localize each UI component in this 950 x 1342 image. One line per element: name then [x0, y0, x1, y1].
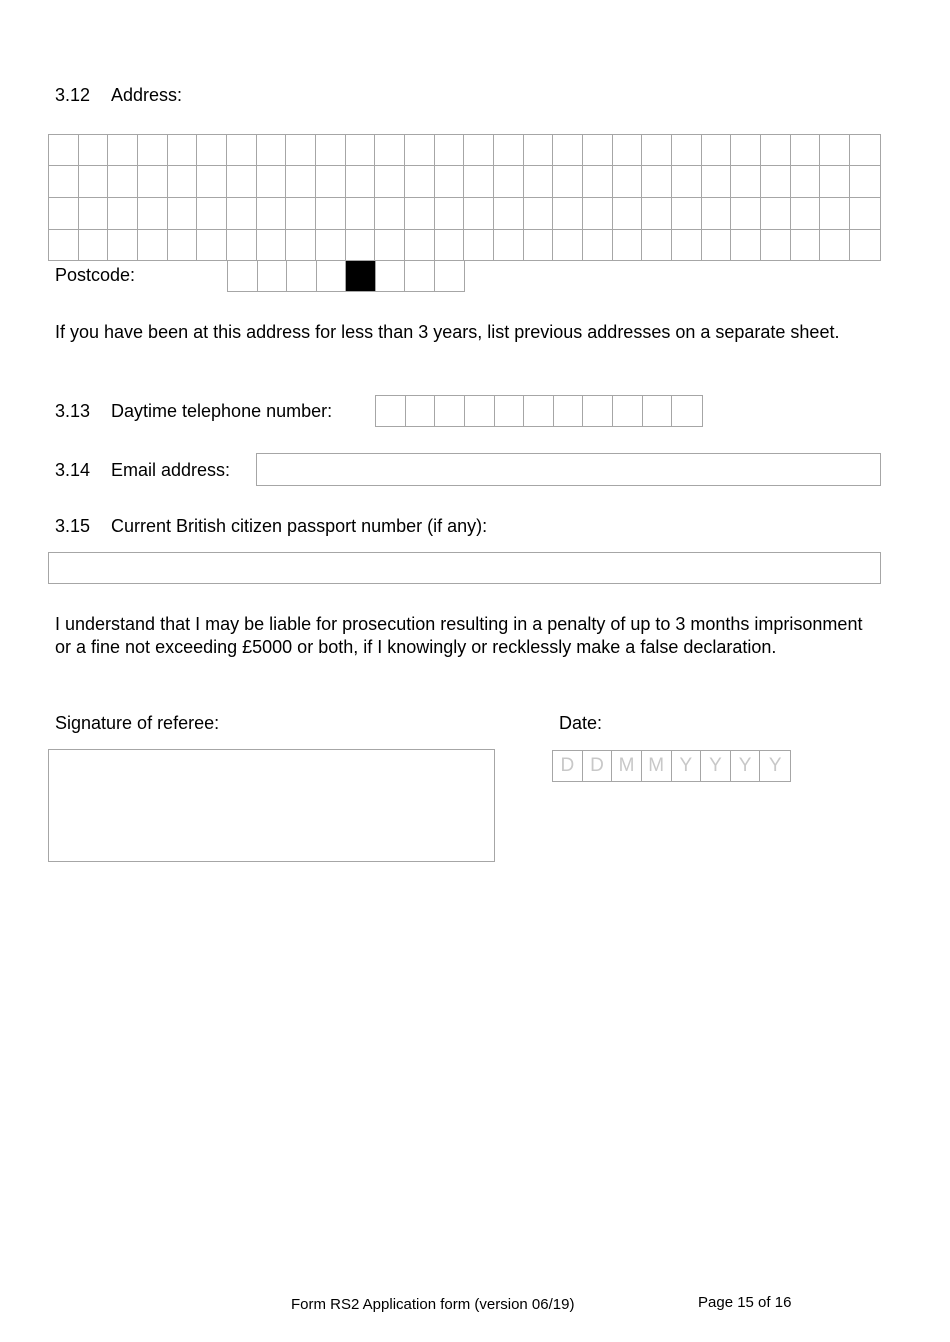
address-char-cell — [227, 166, 257, 197]
address-char-cell — [79, 230, 109, 260]
telephone-digit-cell — [554, 396, 584, 426]
address-char-cell — [791, 166, 821, 197]
address-char-cell — [761, 230, 791, 260]
address-char-cell — [108, 135, 138, 165]
address-char-cell — [138, 166, 168, 197]
address-char-cell — [375, 198, 405, 229]
postcode-char-cell — [258, 261, 288, 291]
address-char-cell — [524, 135, 554, 165]
address-char-cell — [524, 198, 554, 229]
address-line-2[interactable] — [48, 166, 881, 198]
passport-label: Current British citizen passport number (if any): — [111, 516, 488, 536]
signature-label: Signature of referee: — [55, 713, 220, 733]
address-char-cell — [286, 198, 316, 229]
section-number-3-15: 3.15 — [55, 516, 91, 536]
address-char-cell — [731, 135, 761, 165]
address-line-3[interactable] — [48, 198, 881, 230]
address-char-cell — [791, 198, 821, 229]
address-char-cell — [108, 230, 138, 260]
postcode-char-cell — [346, 261, 376, 291]
email-field[interactable] — [256, 453, 881, 486]
address-char-cell — [820, 166, 850, 197]
address-char-cell — [227, 135, 257, 165]
address-char-cell — [702, 198, 732, 229]
date-digit-cell: Y — [731, 751, 761, 781]
passport-number-field[interactable] — [48, 552, 881, 584]
section-number-3-13: 3.13 — [55, 401, 91, 421]
address-char-cell — [850, 230, 880, 260]
address-line-4[interactable] — [48, 230, 881, 261]
address-char-cell — [197, 135, 227, 165]
address-char-cell — [524, 166, 554, 197]
address-char-cell — [227, 230, 257, 260]
address-char-cell — [108, 166, 138, 197]
telephone-digit-cell — [613, 396, 643, 426]
address-char-cell — [346, 230, 376, 260]
address-char-cell — [613, 230, 643, 260]
address-char-cell — [553, 230, 583, 260]
address-char-cell — [168, 198, 198, 229]
address-char-cell — [108, 198, 138, 229]
address-char-cell — [494, 230, 524, 260]
address-char-cell — [168, 166, 198, 197]
address-char-cell — [197, 198, 227, 229]
address-char-cell — [138, 135, 168, 165]
telephone-label: Daytime telephone number: — [111, 401, 333, 421]
address-char-cell — [820, 198, 850, 229]
address-char-cell — [613, 198, 643, 229]
address-char-cell — [49, 230, 79, 260]
address-char-cell — [464, 198, 494, 229]
postcode-char-cell — [317, 261, 347, 291]
telephone-digit-cell — [643, 396, 673, 426]
address-char-cell — [731, 198, 761, 229]
address-note: If you have been at this address for less than 3 years, list previous addresses on a separate sheet. — [55, 322, 840, 342]
address-char-cell — [642, 230, 672, 260]
address-label: Address: — [111, 85, 183, 105]
address-char-cell — [49, 166, 79, 197]
address-char-cell — [435, 230, 465, 260]
address-line-1[interactable] — [48, 134, 881, 166]
section-number-3-12: 3.12 — [55, 85, 91, 105]
address-char-cell — [435, 135, 465, 165]
address-char-cell — [524, 230, 554, 260]
telephone-digit-cell — [495, 396, 525, 426]
address-char-cell — [168, 230, 198, 260]
address-char-cell — [583, 230, 613, 260]
address-char-cell — [791, 230, 821, 260]
address-char-cell — [791, 135, 821, 165]
address-char-cell — [672, 166, 702, 197]
telephone-digit-cell — [406, 396, 436, 426]
section-number-3-14: 3.14 — [55, 460, 91, 480]
address-char-cell — [346, 198, 376, 229]
address-char-cell — [346, 166, 376, 197]
address-char-cell — [405, 135, 435, 165]
address-char-cell — [850, 198, 880, 229]
address-char-cell — [138, 198, 168, 229]
postcode-label: Postcode: — [55, 265, 136, 285]
address-char-cell — [257, 166, 287, 197]
address-char-cell — [494, 198, 524, 229]
address-char-cell — [316, 230, 346, 260]
address-char-cell — [820, 230, 850, 260]
postcode-char-cell — [405, 261, 435, 291]
address-char-cell — [702, 135, 732, 165]
address-char-cell — [346, 135, 376, 165]
date-digit-cell: Y — [701, 751, 731, 781]
address-char-cell — [464, 166, 494, 197]
address-char-cell — [850, 135, 880, 165]
address-char-cell — [257, 198, 287, 229]
address-char-cell — [642, 166, 672, 197]
address-char-cell — [435, 198, 465, 229]
address-char-cell — [375, 166, 405, 197]
telephone-digit-cell — [672, 396, 702, 426]
address-char-cell — [672, 230, 702, 260]
date-digit-cell: M — [612, 751, 642, 781]
address-char-cell — [850, 166, 880, 197]
address-char-cell — [583, 166, 613, 197]
address-char-cell — [494, 135, 524, 165]
address-char-cell — [316, 198, 346, 229]
address-char-cell — [197, 230, 227, 260]
address-char-cell — [553, 135, 583, 165]
address-char-cell — [286, 135, 316, 165]
address-char-cell — [613, 135, 643, 165]
date-field[interactable] — [552, 750, 791, 782]
address-char-cell — [494, 166, 524, 197]
address-char-cell — [731, 230, 761, 260]
address-char-cell — [138, 230, 168, 260]
postcode-char-cell — [376, 261, 406, 291]
telephone-digit-cell — [376, 396, 406, 426]
telephone-field[interactable] — [375, 395, 703, 427]
address-char-cell — [613, 166, 643, 197]
postcode-char-cell — [228, 261, 258, 291]
email-label: Email address: — [111, 460, 231, 480]
address-char-cell — [672, 135, 702, 165]
address-char-cell — [761, 166, 791, 197]
telephone-digit-cell — [524, 396, 554, 426]
address-char-cell — [642, 135, 672, 165]
address-char-cell — [642, 198, 672, 229]
postcode-char-cell — [287, 261, 317, 291]
address-char-cell — [553, 198, 583, 229]
address-char-cell — [405, 166, 435, 197]
date-label: Date: — [559, 713, 603, 733]
address-char-cell — [375, 135, 405, 165]
address-char-cell — [464, 230, 494, 260]
address-char-cell — [464, 135, 494, 165]
address-char-cell — [168, 135, 198, 165]
address-char-cell — [197, 166, 227, 197]
telephone-digit-cell — [435, 396, 465, 426]
address-char-cell — [49, 198, 79, 229]
address-char-cell — [49, 135, 79, 165]
address-char-cell — [435, 166, 465, 197]
postcode-char-cell — [435, 261, 465, 291]
address-char-cell — [227, 198, 257, 229]
address-char-cell — [316, 135, 346, 165]
date-digit-cell: Y — [768, 755, 782, 776]
telephone-digit-cell — [583, 396, 613, 426]
address-char-cell — [257, 230, 287, 260]
footer-page-number: Page 15 of 16 — [698, 1294, 792, 1311]
address-char-cell — [79, 198, 109, 229]
signature-box[interactable] — [48, 749, 495, 862]
address-char-cell — [583, 198, 613, 229]
date-digit-cell: D — [553, 751, 583, 781]
address-char-cell — [405, 198, 435, 229]
address-char-cell — [405, 230, 435, 260]
address-char-cell — [702, 166, 732, 197]
address-char-cell — [761, 198, 791, 229]
address-char-cell — [702, 230, 732, 260]
address-char-cell — [286, 230, 316, 260]
date-digit-cell: M — [642, 751, 672, 781]
address-char-cell — [731, 166, 761, 197]
address-char-cell — [553, 166, 583, 197]
address-char-cell — [761, 135, 791, 165]
address-char-cell — [316, 166, 346, 197]
address-char-cell — [79, 135, 109, 165]
date-digit-cell: Y — [672, 751, 702, 781]
address-char-cell — [820, 135, 850, 165]
address-char-cell — [375, 230, 405, 260]
address-char-cell — [79, 166, 109, 197]
address-char-cell — [583, 135, 613, 165]
address-char-cell — [257, 135, 287, 165]
address-char-cell — [286, 166, 316, 197]
postcode-field[interactable] — [227, 261, 465, 292]
declaration-text: I understand that I may be liable for prosecution resulting in a penalty of up to 3 months imprisonment or a fine not exceeding £5000 or both, if I knowingly or recklessly make a false declaration. — [55, 614, 863, 657]
date-digit-cell: D — [583, 751, 613, 781]
footer-form-name: Form RS2 Application form (version 06/19) — [291, 1296, 575, 1313]
telephone-digit-cell — [465, 396, 495, 426]
address-char-cell — [672, 198, 702, 229]
